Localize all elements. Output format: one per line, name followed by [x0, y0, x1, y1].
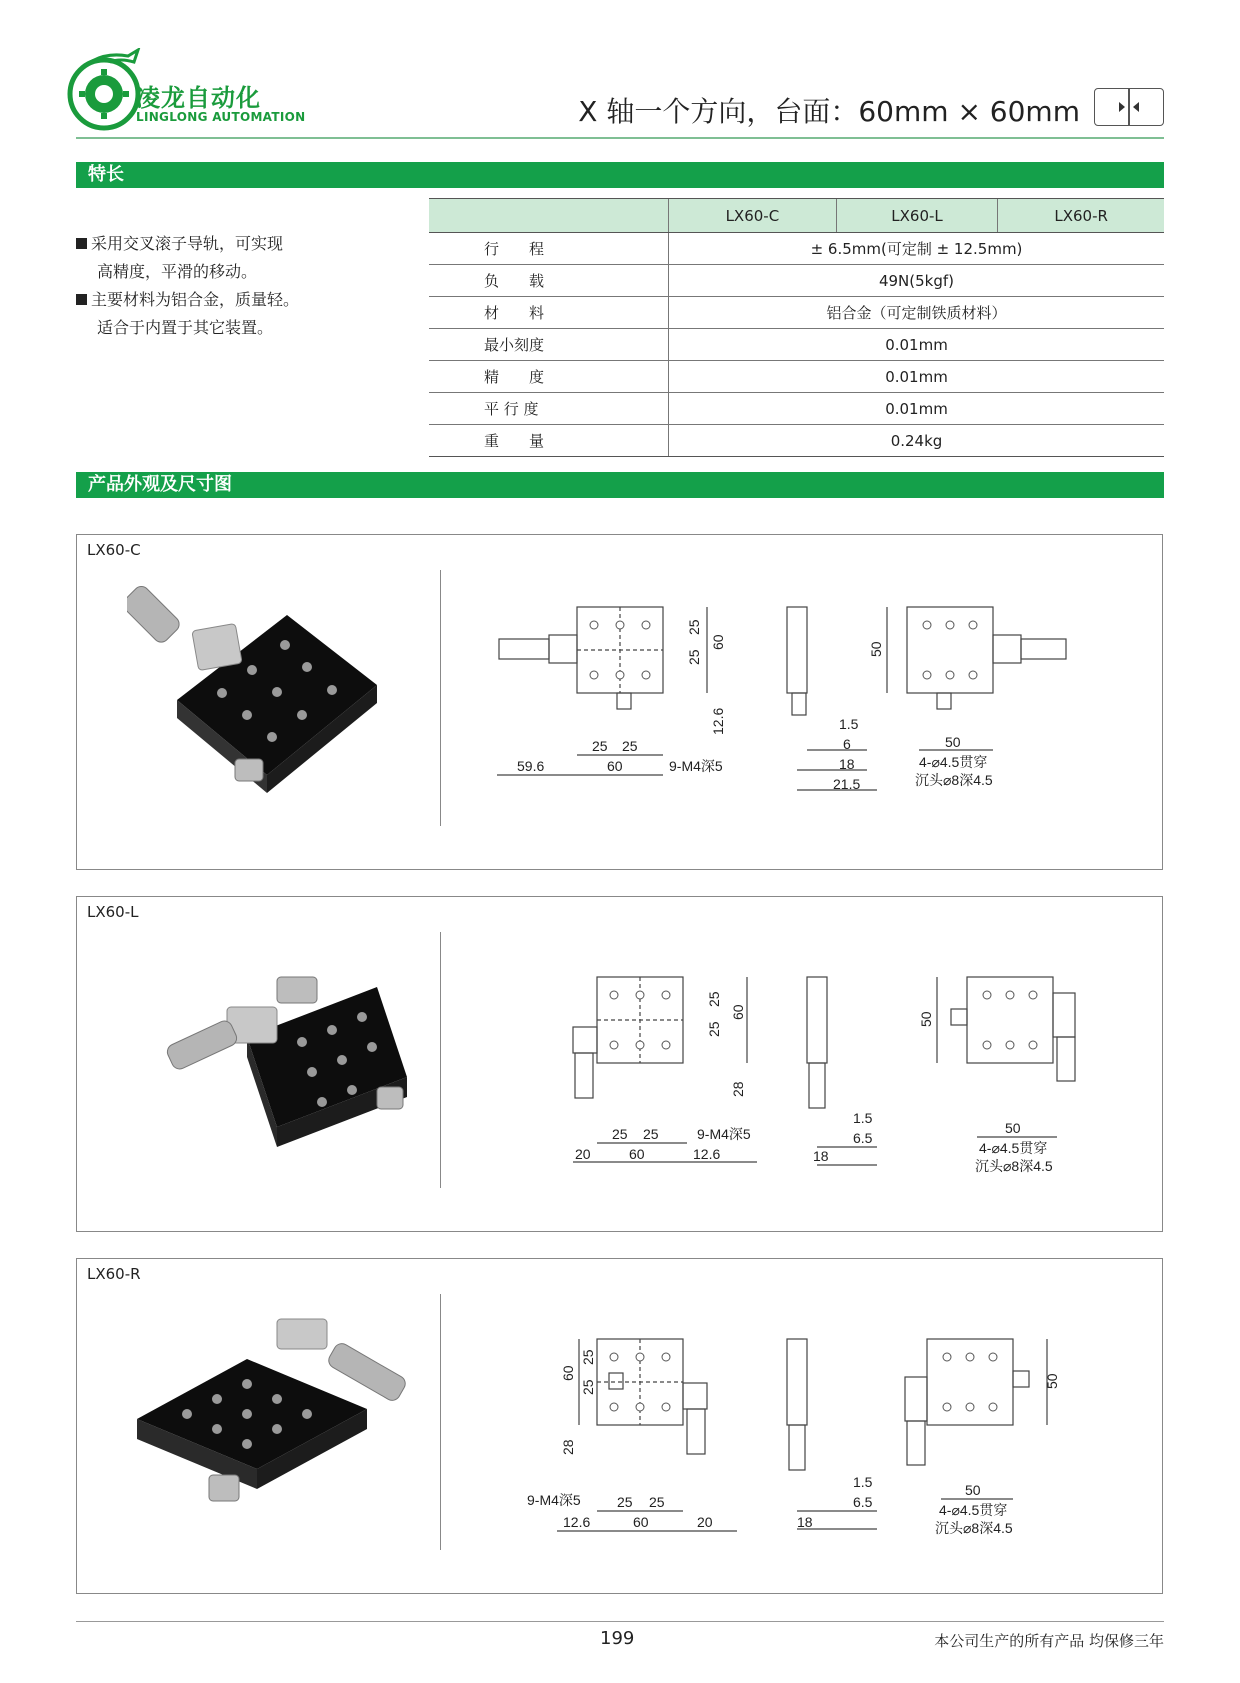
dim-label: 60 [607, 758, 623, 774]
spec-value: 0.24kg [669, 425, 1165, 457]
dim-label: 1.5 [853, 1474, 873, 1490]
dim-label: 50 [1044, 1373, 1060, 1389]
panel-divider [440, 1294, 441, 1550]
spec-value: ± 6.5mm(可定制 ± 12.5mm) [669, 233, 1165, 265]
dim-label: 25 [686, 649, 702, 665]
dim-label: 25 [580, 1379, 596, 1395]
dim-label: 60 [730, 1004, 746, 1020]
panel-model-label: LX60-R [87, 1265, 141, 1283]
spec-header-row [429, 199, 1164, 233]
dim-label: 25 [686, 619, 702, 635]
dim-label: 9-M4深5 [697, 1126, 751, 1142]
dim-label: 25 [592, 738, 608, 754]
stage-photo [127, 575, 427, 815]
spec-row [429, 393, 1164, 425]
spec-value: 0.01mm [669, 393, 1165, 425]
technical-drawing [457, 535, 1157, 871]
dim-label: 59.6 [517, 758, 545, 774]
spec-value: 0.01mm [669, 361, 1165, 393]
dim-label: 12.6 [693, 1146, 721, 1162]
bullet-square-icon [76, 294, 87, 305]
feature-item-cont: 适合于内置于其它装置。 [97, 318, 274, 337]
dim-label: 4-⌀4.5贯穿 [919, 754, 988, 770]
dim-label: 28 [560, 1439, 576, 1455]
spec-label: 负 载 [429, 265, 669, 297]
dim-label: 25 [643, 1126, 659, 1142]
product-panel-lx60-c [76, 534, 1163, 870]
dim-label: 6.5 [853, 1130, 873, 1146]
dim-label: 50 [918, 1011, 934, 1027]
footer-rule [76, 1621, 1164, 1622]
dim-label: 25 [612, 1126, 628, 1142]
panel-divider [440, 570, 441, 826]
dim-label: 9-M4深5 [669, 758, 723, 774]
spec-row [429, 297, 1164, 329]
spec-label: 行 程 [429, 233, 669, 265]
dim-label: 50 [1005, 1120, 1021, 1136]
dim-label: 25 [580, 1349, 596, 1365]
dim-label: 沉头⌀8深4.5 [915, 772, 993, 788]
dim-label: 60 [629, 1146, 645, 1162]
technical-drawing [457, 1259, 1157, 1595]
dim-label: 9-M4深5 [527, 1492, 581, 1508]
dim-label: 21.5 [833, 776, 861, 792]
dim-label: 20 [575, 1146, 591, 1162]
spec-row [429, 361, 1164, 393]
dim-label: 4-⌀4.5贯穿 [979, 1140, 1048, 1156]
dragon-gear-emblem [70, 50, 138, 128]
spec-label: 最小刻度 [429, 329, 669, 361]
product-panel-lx60-r [76, 1258, 1163, 1594]
spec-label: 平 行 度 [429, 393, 669, 425]
dim-label: 12.6 [710, 707, 726, 735]
dim-label: 1.5 [839, 716, 859, 732]
dimensions-heading: 产品外观及尺寸图 [76, 472, 1164, 498]
spec-label: 精 度 [429, 361, 669, 393]
brand-name-en: LINGLONG AUTOMATION [136, 110, 306, 124]
spec-value: 铝合金（可定制铁质材料） [669, 297, 1165, 329]
dim-label: 沉头⌀8深4.5 [975, 1158, 1053, 1174]
dim-label: 25 [617, 1494, 633, 1510]
dim-label: 18 [839, 756, 855, 772]
spec-col-header: LX60-C [669, 199, 837, 233]
panel-divider [440, 932, 441, 1188]
x-axis-direction-icon [1094, 88, 1164, 126]
features-heading: 特长 [76, 162, 1164, 188]
dim-label: 25 [649, 1494, 665, 1510]
stage-photo [127, 1299, 427, 1539]
spec-header-blank [429, 199, 669, 233]
spec-table [429, 198, 1164, 457]
technical-drawing [457, 897, 1157, 1233]
spec-col-header: LX60-L [836, 199, 998, 233]
spec-row [429, 265, 1164, 297]
dim-label: 60 [633, 1514, 649, 1530]
feature-item: 主要材料为铝合金，质量轻。 [76, 286, 376, 314]
dim-label: 28 [730, 1081, 746, 1097]
feature-item-cont: 高精度，平滑的移动。 [97, 262, 258, 281]
brand-name-cn: 凌龙自动化 [136, 84, 261, 112]
dim-label: 60 [560, 1365, 576, 1381]
dim-label: 20 [697, 1514, 713, 1530]
feature-item: 采用交叉滚子导轨，可实现 [76, 230, 376, 258]
dim-label: 25 [706, 991, 722, 1007]
bullet-square-icon [76, 238, 87, 249]
dim-label: 1.5 [853, 1110, 873, 1126]
dim-label: 4-⌀4.5贯穿 [939, 1502, 1008, 1518]
panel-model-label: LX60-L [87, 903, 139, 921]
dim-label: 18 [813, 1148, 829, 1164]
dim-label: 50 [945, 734, 961, 750]
product-panel-lx60-l [76, 896, 1163, 1232]
spec-label: 重 量 [429, 425, 669, 457]
dim-label: 60 [710, 634, 726, 650]
spec-row [429, 425, 1164, 457]
dim-label: 6 [843, 736, 851, 752]
dim-label: 12.6 [563, 1514, 591, 1530]
dim-label: 50 [965, 1482, 981, 1498]
header-rule [76, 137, 1164, 139]
spec-label: 材 料 [429, 297, 669, 329]
features-list [76, 230, 376, 342]
spec-row [429, 329, 1164, 361]
dim-label: 沉头⌀8深4.5 [935, 1520, 1013, 1536]
spec-value: 49N(5kgf) [669, 265, 1165, 297]
dim-label: 25 [706, 1021, 722, 1037]
warranty-note: 本公司生产的所有产品 均保修三年 [934, 1632, 1164, 1650]
page-title: X 轴一个方向，台面：60mm × 60mm [578, 95, 1080, 128]
dim-label: 18 [797, 1514, 813, 1530]
dim-label: 50 [868, 641, 884, 657]
spec-col-header: LX60-R [998, 199, 1164, 233]
spec-value: 0.01mm [669, 329, 1165, 361]
stage-photo [127, 937, 427, 1177]
spec-row [429, 233, 1164, 265]
panel-model-label: LX60-C [87, 541, 141, 559]
dim-label: 25 [622, 738, 638, 754]
page-number: 199 [600, 1628, 635, 1649]
dim-label: 6.5 [853, 1494, 873, 1510]
